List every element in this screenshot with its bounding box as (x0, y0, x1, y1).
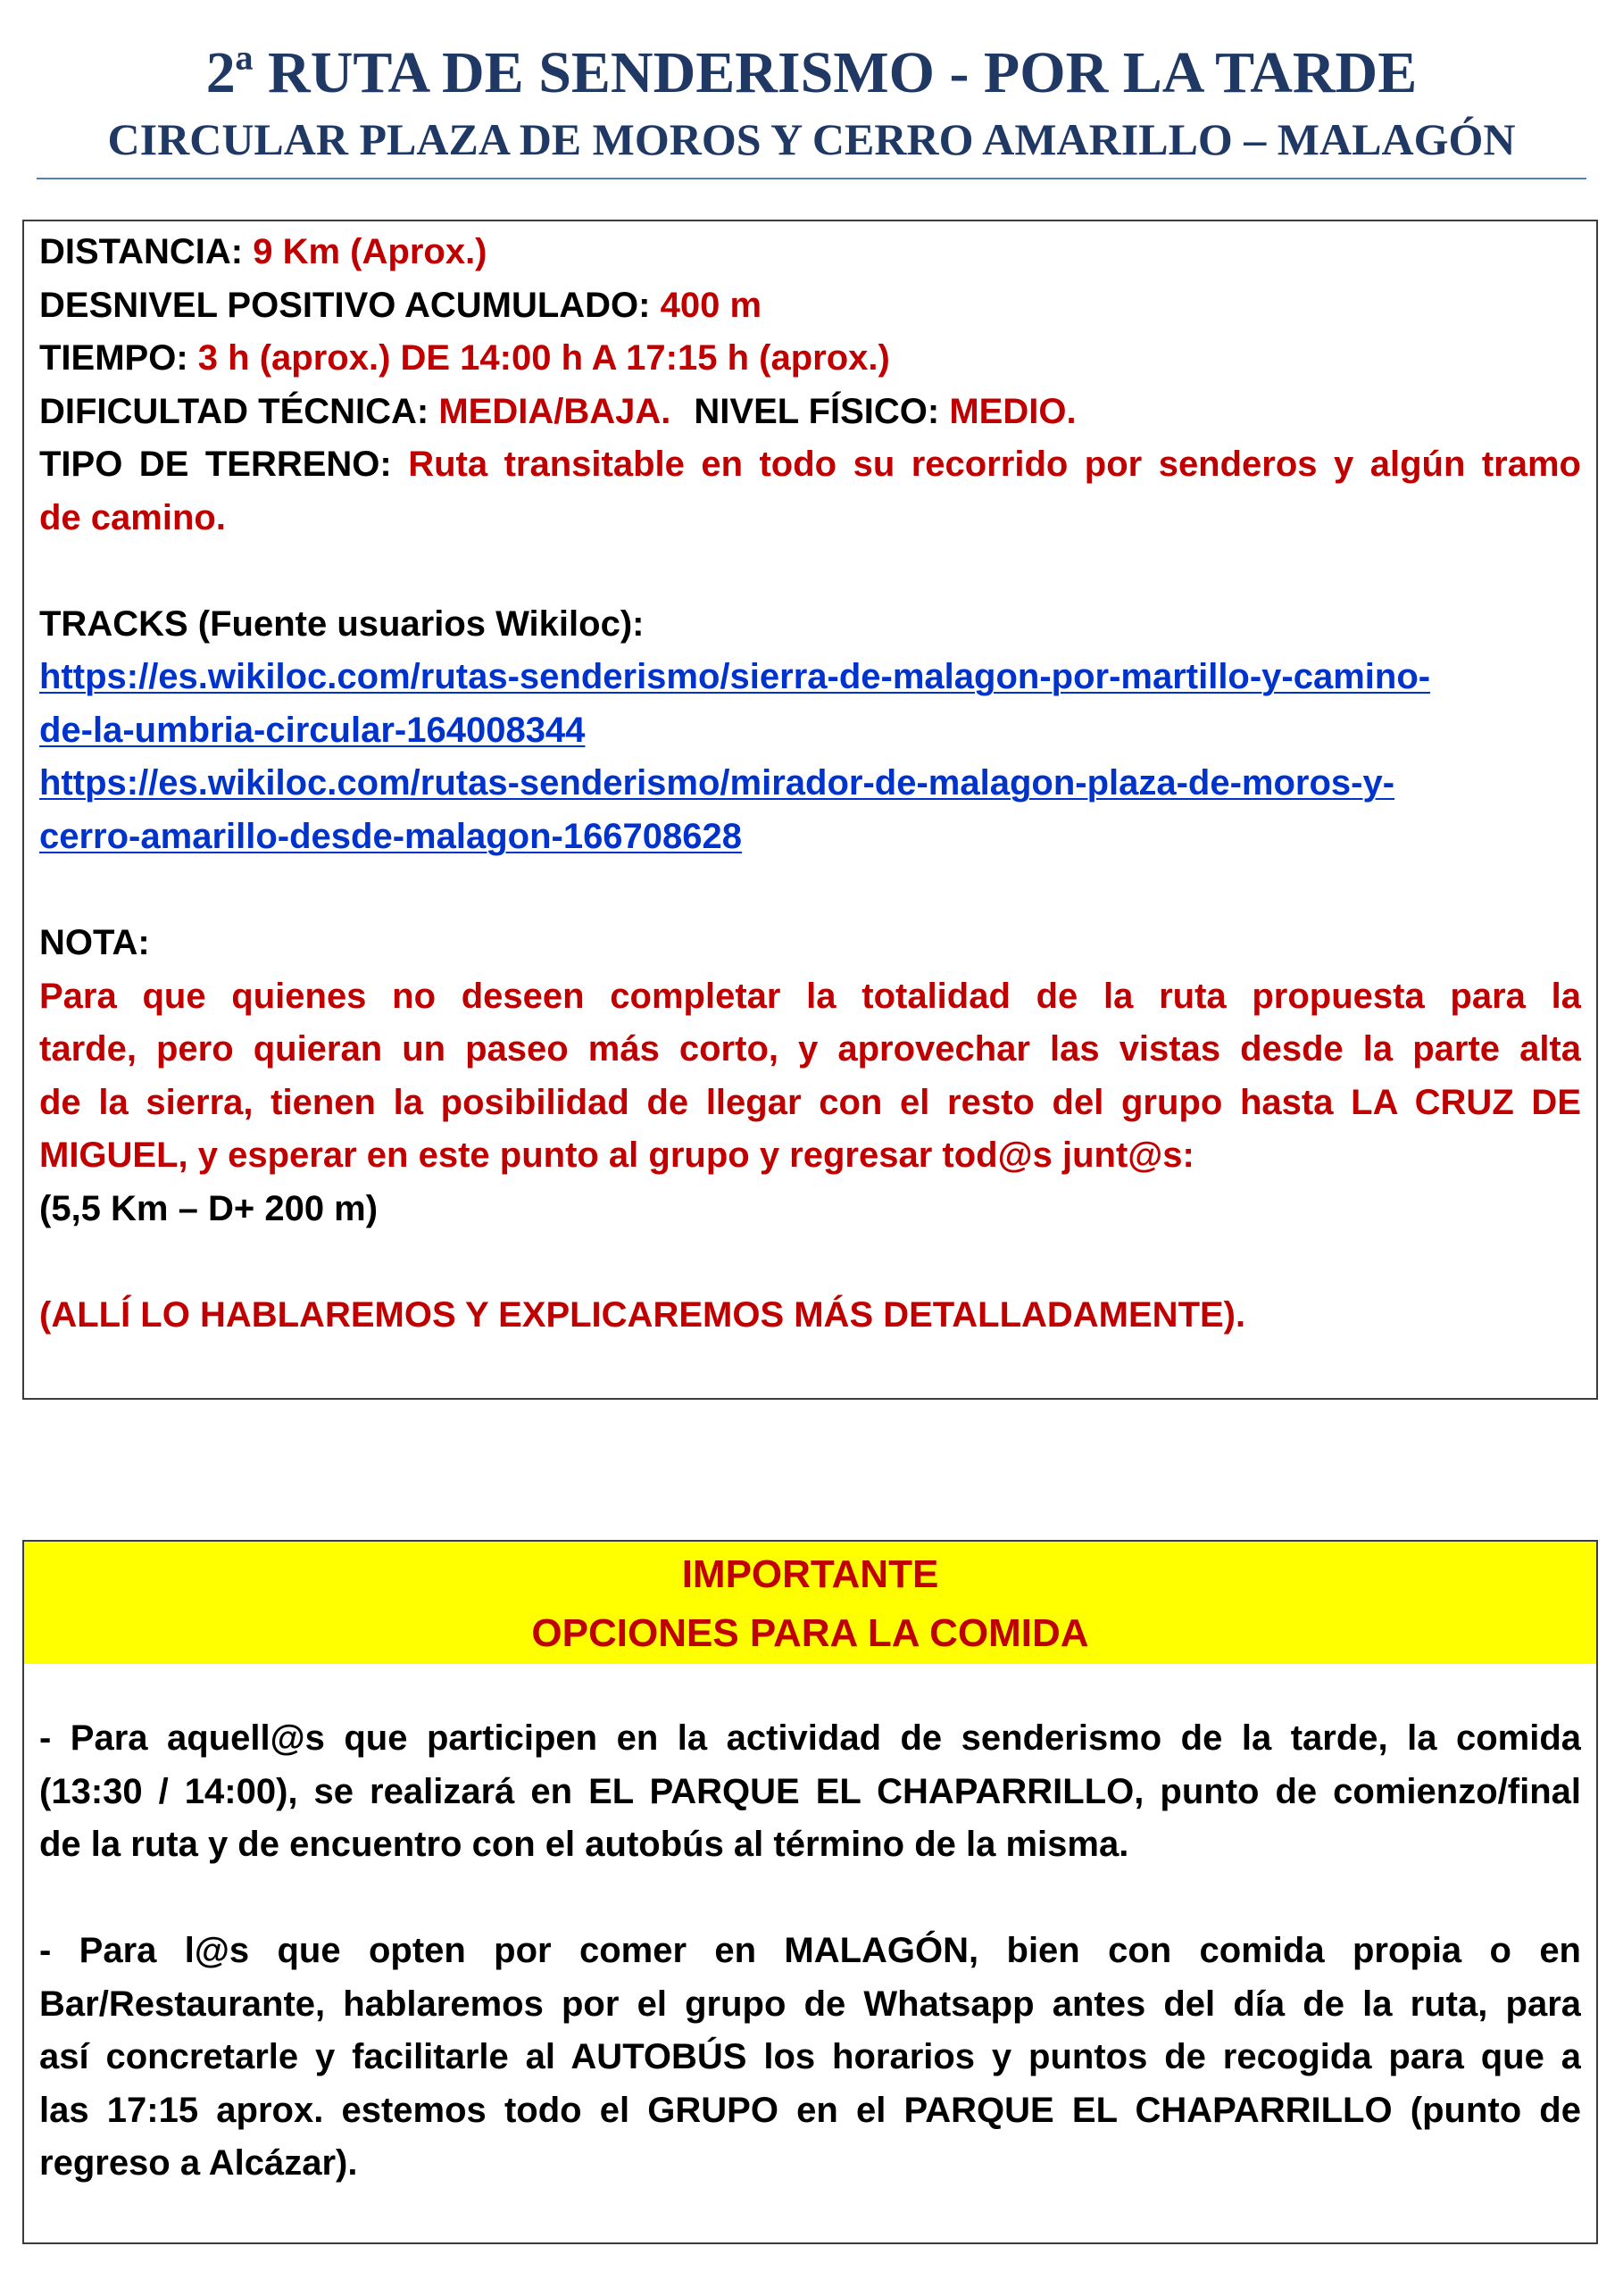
lunch-paragraph-line: regreso a Alcázar). (39, 2143, 358, 2184)
lunch-options-box (22, 1540, 1598, 2244)
track-link-2-line[interactable]: cerro-amarillo-desde-malagon-166708628 (39, 817, 743, 857)
lunch-paragraph-line: - Para aquell@s que participen en la actividad de senderismo de la tarde, la comida (39, 1718, 1581, 1758)
terrain-row (39, 438, 1581, 492)
lunch-paragraph-line: así concretarle y facilitarle al AUTOBÚS los horarios y puntos de recogida para que a (39, 2037, 1581, 2077)
elevation-value: 400 m (660, 285, 762, 325)
title-divider (37, 178, 1586, 179)
lunch-subheading: OPCIONES PARA LA COMIDA (531, 1611, 1089, 1655)
note-line: MIGUEL, y esperar en este punto al grupo y regresar tod@s junt@s: (39, 1136, 1194, 1176)
track-link-2[interactable] (39, 757, 1581, 863)
technical-difficulty-value: MEDIA/BAJA. (438, 391, 671, 431)
physical-level-value: MEDIO. (949, 391, 1077, 431)
time-value: 3 h (aprox.) DE 14:00 h A 17:15 h (aprox.) (197, 338, 890, 379)
terrain-value-line: de camino. (39, 497, 226, 537)
tracks-label: TRACKS (Fuente usuarios Wikiloc): (39, 603, 645, 644)
lunch-paragraph-line: (13:30 / 14:00), se realizará en EL PARQUE EL CHAPARRILLO, punto de comienzo/final (39, 1771, 1581, 1811)
distance-value: 9 Km (Aprox.) (253, 232, 487, 271)
note-distance-summary: (5,5 Km – D+ 200 m) (39, 1188, 379, 1228)
difficulty-row (39, 386, 1581, 439)
track-link-1-line[interactable]: de-la-umbria-circular-164008344 (39, 710, 586, 750)
note-line: tarde, pero quieran un paseo más corto, y aprovechar las vistas desde la parte alta (39, 1029, 1581, 1069)
technical-difficulty-label: DIFICULTAD TÉCNICA: (39, 391, 429, 431)
lunch-paragraph-line: de la ruta y de encuentro con el autobús al término de la misma. (39, 1825, 1129, 1865)
page-title: 2ª RUTA DE SENDERISMO - POR LA TARDE (205, 40, 1418, 105)
distance-row (39, 226, 1581, 279)
elevation-label: DESNIVEL POSITIVO ACUMULADO: (39, 285, 651, 325)
track-link-1-line[interactable]: https://es.wikiloc.com/rutas-senderismo/sierra-de-malagon-por-martillo-y-camino- (39, 657, 1431, 697)
lunch-header (24, 1542, 1596, 1664)
terrain-label: TIPO DE TERRENO: (39, 445, 392, 485)
elevation-row (39, 279, 1581, 333)
spacer (39, 545, 1581, 598)
lunch-paragraph-line: - Para l@s que opten por comer en MALAGÓN, bien con comida propia o en (39, 1931, 1581, 1971)
lunch-paragraph-line: las 17:15 aprox. estemos todo el GRUPO en el PARQUE EL CHAPARRILLO (punto de (39, 2090, 1581, 2130)
track-link-2-line[interactable]: https://es.wikiloc.com/rutas-senderismo/mirador-de-malagon-plaza-de-moros-y- (39, 763, 1395, 803)
time-row (39, 332, 1581, 386)
lunch-body (24, 1664, 1596, 2191)
track-link-1[interactable] (39, 651, 1581, 757)
note-line: Para que quienes no deseen completar la totalidad de la ruta propuesta para la (39, 976, 1581, 1016)
physical-level-label: NIVEL FÍSICO: (694, 391, 940, 431)
note-closing: (ALLÍ LO HABLAREMOS Y EXPLICAREMOS MÁS DETALLADAMENTE). (39, 1294, 1246, 1335)
spacer (39, 864, 1581, 918)
terrain-value-line: Ruta transitable en todo su recorrido por senderos y algún tramo (408, 445, 1581, 485)
time-label: TIEMPO: (39, 338, 188, 379)
note-label: NOTA: (39, 923, 150, 963)
lunch-heading: IMPORTANTE (681, 1552, 939, 1596)
route-info-box (22, 220, 1598, 1400)
note-line: de la sierra, tienen la posibilidad de llegar con el resto del grupo hasta LA CRUZ DE (39, 1082, 1581, 1122)
page-subtitle: CIRCULAR PLAZA DE MOROS Y CERRO AMARILLO – MALAGÓN (107, 114, 1516, 164)
spacer (39, 1872, 1581, 1926)
distance-label: DISTANCIA: (39, 232, 244, 271)
spacer (39, 1235, 1581, 1289)
lunch-paragraph-line: Bar/Restaurante, hablaremos por el grupo de Whatsapp antes del día de la ruta, para (39, 1984, 1581, 2024)
